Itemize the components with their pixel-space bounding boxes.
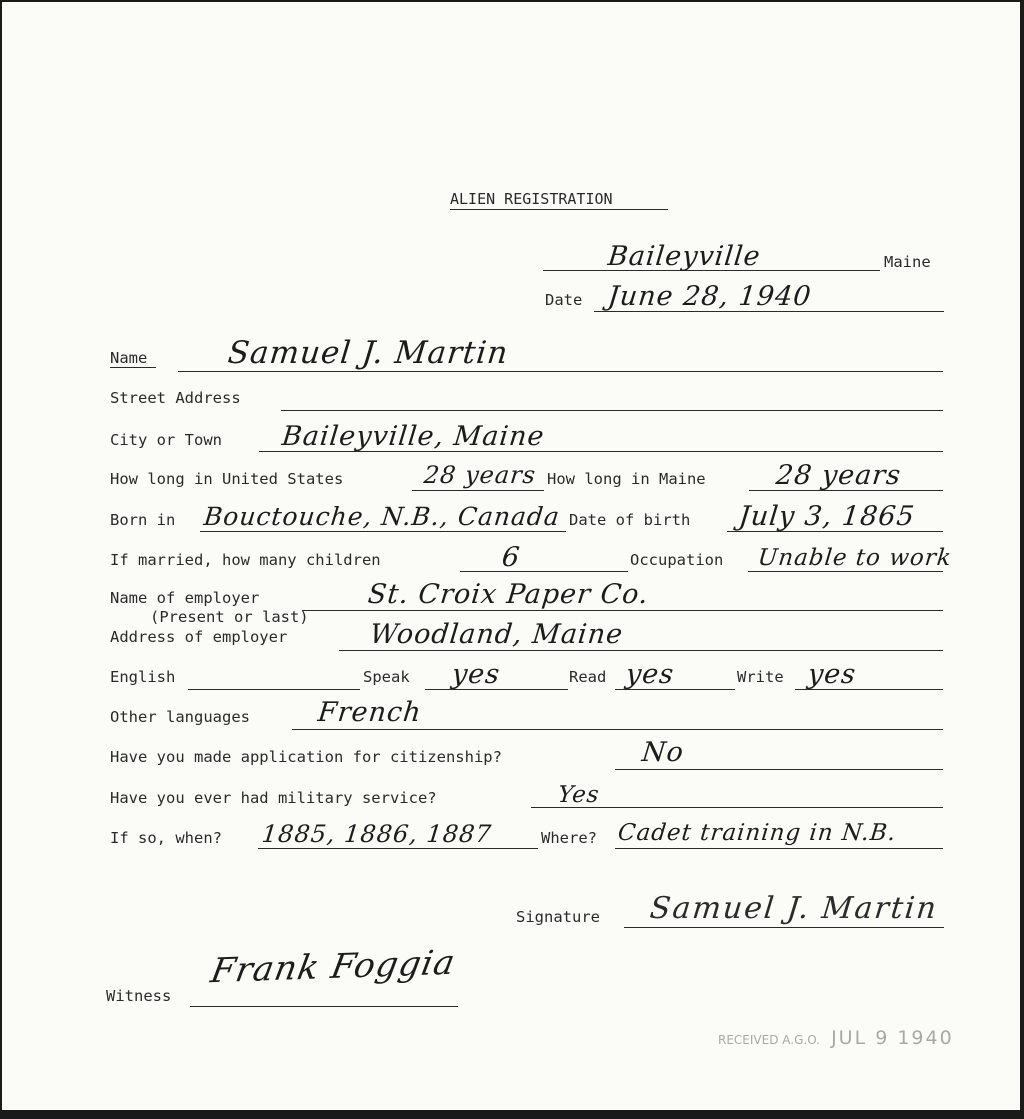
state-label: Maine: [884, 253, 931, 271]
us-value: 28 years: [422, 461, 538, 489]
read-value: yes: [624, 659, 676, 690]
date-value: June 28, 1940: [606, 281, 814, 312]
employer-address-line: [339, 650, 943, 651]
when-label: If so, when?: [110, 829, 222, 847]
witness-value: Frank Foggia: [207, 942, 459, 992]
born-label: Born in: [110, 511, 176, 529]
city-label: City or Town: [110, 431, 222, 449]
other-languages-label: Other languages: [110, 708, 250, 726]
employer-value: St. Croix Paper Co.: [366, 579, 651, 610]
children-line: [460, 571, 628, 572]
citizenship-label: Have you made application for citizenship?: [110, 748, 502, 766]
english-line: [188, 689, 360, 690]
witness-line: [190, 1006, 458, 1007]
name-label: Name: [110, 349, 148, 367]
maine-label: How long in Maine: [547, 470, 706, 488]
speak-label: Speak: [363, 668, 410, 686]
stamp-text: RECEIVED A.G.O.: [718, 1033, 820, 1047]
where-label: Where?: [541, 829, 597, 847]
employer-line: [302, 610, 943, 611]
employer-sub-label: (Present or last): [150, 608, 309, 626]
other-languages-value: French: [316, 697, 424, 728]
military-label: Have you ever had military service?: [110, 789, 437, 807]
signature-line: [624, 927, 944, 928]
us-label: How long in United States: [110, 470, 344, 488]
where-value: Cadet training in N.B.: [616, 820, 898, 846]
witness-label: Witness: [106, 987, 172, 1005]
street-line: [281, 410, 943, 411]
occupation-label: Occupation: [630, 551, 724, 569]
citizenship-value: No: [640, 737, 686, 768]
us-line: [412, 490, 544, 491]
signature-label: Signature: [516, 908, 600, 926]
born-value: Bouctouche, N.B., Canada: [202, 502, 562, 531]
street-label: Street Address: [110, 389, 241, 407]
employer-address-label: Address of employer: [110, 628, 288, 646]
other-languages-line: [292, 729, 943, 730]
title-underline: [450, 209, 668, 210]
signature-value: Samuel J. Martin: [648, 891, 940, 926]
read-label: Read: [569, 668, 607, 686]
speak-value: yes: [450, 659, 502, 690]
military-value: Yes: [556, 782, 601, 808]
town-value: Baileyville: [606, 241, 763, 272]
dob-value: July 3, 1865: [737, 501, 917, 532]
name-line: [178, 371, 943, 372]
stamp-date: JUL 9 1940: [831, 1027, 954, 1049]
children-value: 6: [500, 542, 522, 573]
write-label: Write: [737, 668, 784, 686]
married-label: If married, how many children: [110, 551, 381, 569]
date-label: Date: [545, 291, 583, 309]
where-line: [615, 848, 943, 849]
registration-form: [2, 2, 1020, 1110]
name-label-underline: [110, 367, 156, 368]
employer-address-value: Woodland, Maine: [368, 619, 625, 650]
occupation-value: Unable to work: [756, 545, 954, 571]
english-label: English: [110, 668, 176, 686]
city-value: Baileyville, Maine: [280, 421, 547, 452]
received-stamp: [718, 1027, 954, 1049]
citizenship-line: [615, 769, 943, 770]
form-title: ALIEN REGISTRATION: [450, 190, 613, 208]
write-value: yes: [806, 659, 858, 690]
name-value: Samuel J. Martin: [226, 335, 511, 371]
when-value: 1885, 1886, 1887: [260, 820, 494, 848]
dob-label: Date of birth: [569, 511, 691, 529]
employer-label: Name of employer: [110, 589, 260, 607]
maine-value: 28 years: [774, 460, 903, 491]
